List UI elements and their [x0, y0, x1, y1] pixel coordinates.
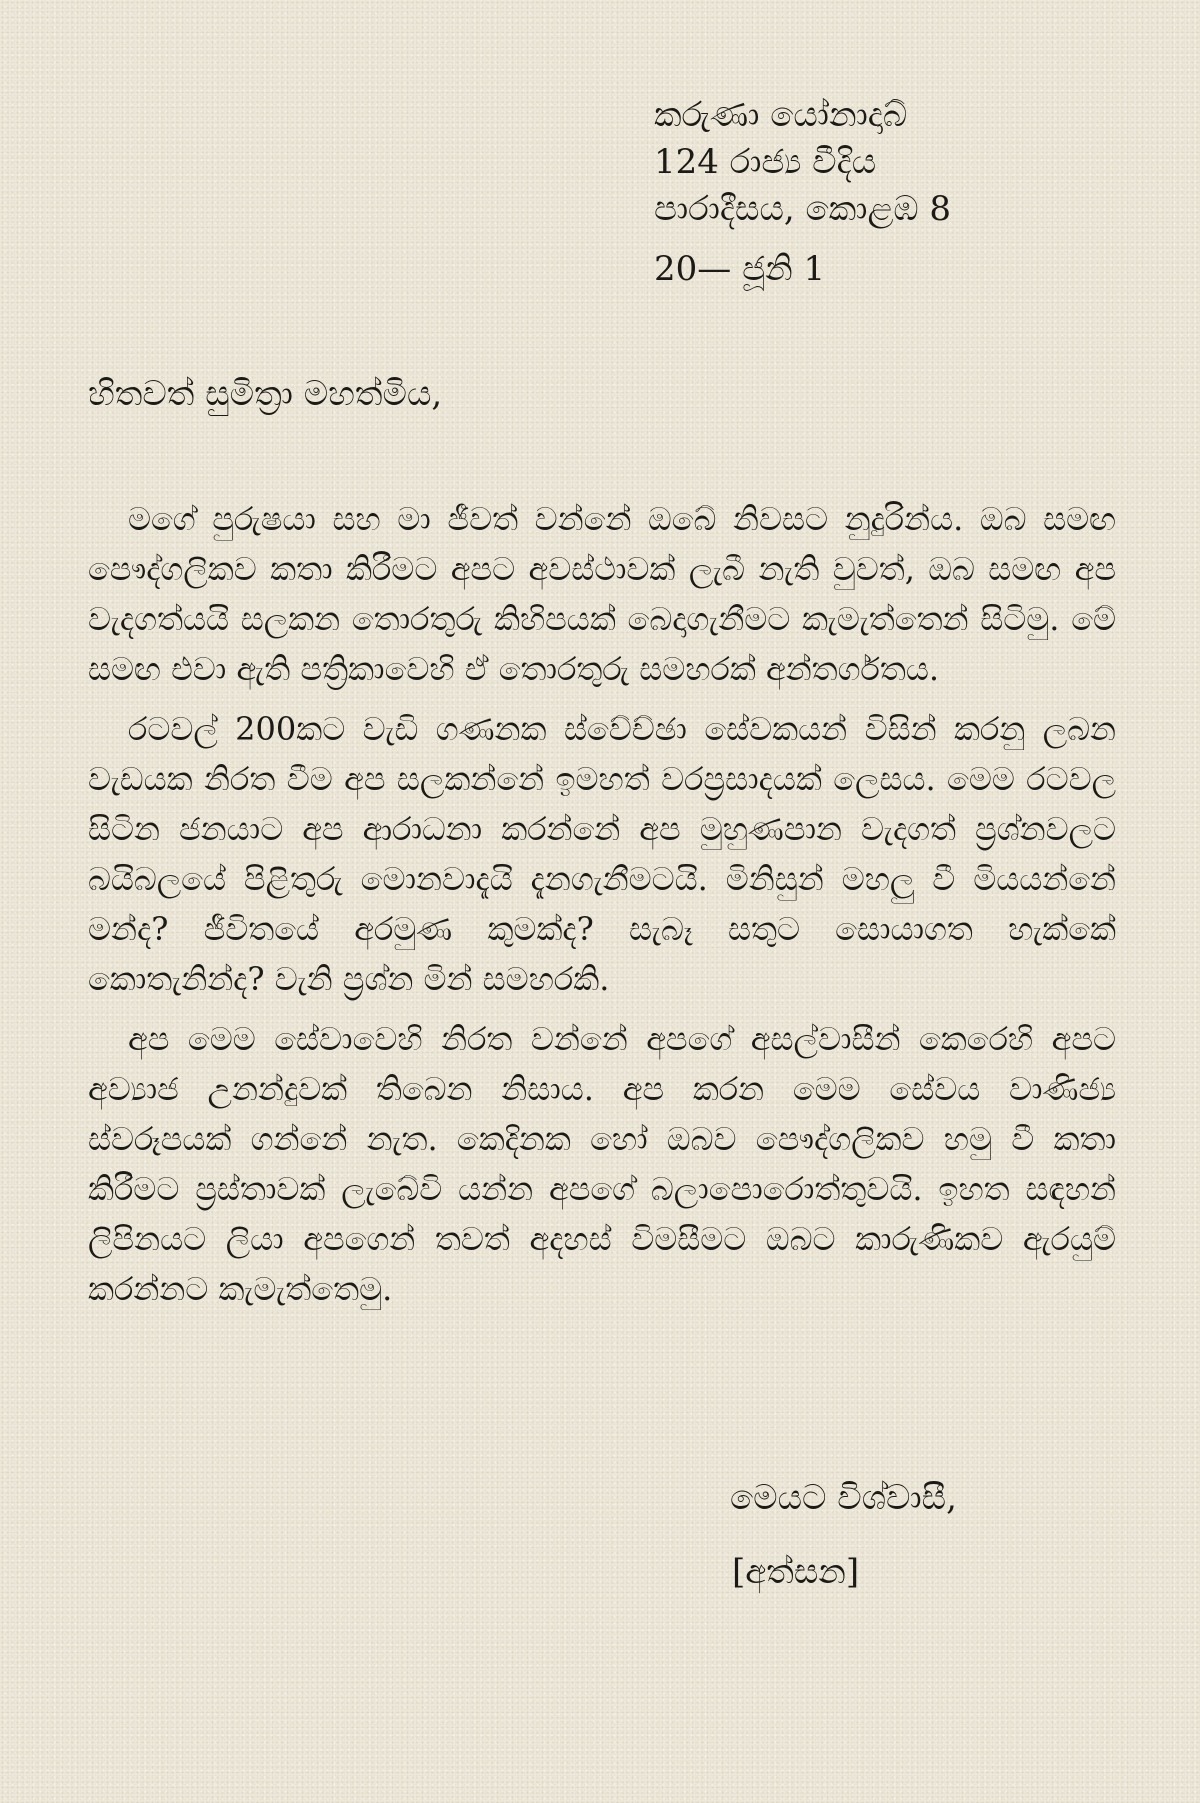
closing-line: මෙයට විශ්වාසී,: [730, 1478, 957, 1518]
sender-address-block: [654, 92, 1114, 293]
body-paragraph-2: රටවල් 200කට වැඩි ගණනක ස්වේච්ඡා සේවකයන් විසින් කරනු ලබන වැඩයක නිරත වීම අප සලකන්නේ ඉමහත් වරප්‍රසාදයක් ලෙසය. මෙම රටවල සිටින ජනයාට අප ආරාධනා කරන්නේ අප මුහුණපාන වැදගත් ප්‍රශ්නවලට බයිබලයේ පිළිතුරු මොනවාදැයි දැනගැනීමටයි. මිනිසුන් මහලු වී මියයන්නේ මන්ද? ජීවිතයේ අරමුණ කුමක්ද? සැබෑ සතුට සොයාගත හැක්කේ කොතැනින්ද? වැනි ප්‍රශ්න මින් සමහරකි.: [88, 710, 1116, 998]
body-paragraph-3: අප මෙම සේවාවෙහි නිරත වන්නේ අපගේ අසල්වාසීන් කෙරෙහි අපට අව්‍යාජ උනන්දුවක් තිබෙන නිසාය. අප කරන මෙම සේවය වාණිජ්‍ය ස්වරූපයක් ගන්නේ නැත. කෙදිනක හෝ ඔබව පෞද්ගලිකව හමු වී කතා කිරීමට ප්‍රස්තාවක් ලැබේවි යන්න අපගේ බලාපොරොත්තුවයි. ඉහත සඳහන් ලිපිනයට ලියා අපගෙන් තවත් අදහස් විමසීමට ඔබට කාරුණිකව ඇරයුම් කරන්නට කැමැත්තෙමු.: [88, 1020, 1116, 1308]
sender-street: 124 රාජ්‍ය වීදිය: [654, 142, 877, 182]
sender-city: පාරාදීසය, කොළඹ 8: [654, 189, 952, 229]
signature-placeholder: [අත්සන]: [732, 1552, 860, 1592]
letter-date: 20— ජූනි 1: [654, 249, 826, 289]
body-paragraph-1: මගේ පුරුෂයා සහ මා ජීවත් වන්නේ ඔබේ නිවසට නුදුරින්ය. ඔබ සමඟ පෞද්ගලිකව කතා කිරීමට අපට අවස්ථාවක් ලැබී නැති වුවත්, ඔබ සමඟ අප වැදගත්යයි සලකන තොරතුරු කිහිපයක් බෙදාගැනීමට කැමැත්තෙන් සිටිමු. මේ සමඟ එවා ඇති පත්‍රිකාවෙහි ඒ තොරතුරු සමහරක් අන්තර්ගතය.: [88, 500, 1116, 688]
salutation: හිතවත් සුමිත්‍රා මහත්මිය,: [88, 374, 443, 414]
letter-body: [88, 494, 1116, 1324]
sender-name: කරුණා යෝනාදාබ්: [654, 95, 908, 135]
